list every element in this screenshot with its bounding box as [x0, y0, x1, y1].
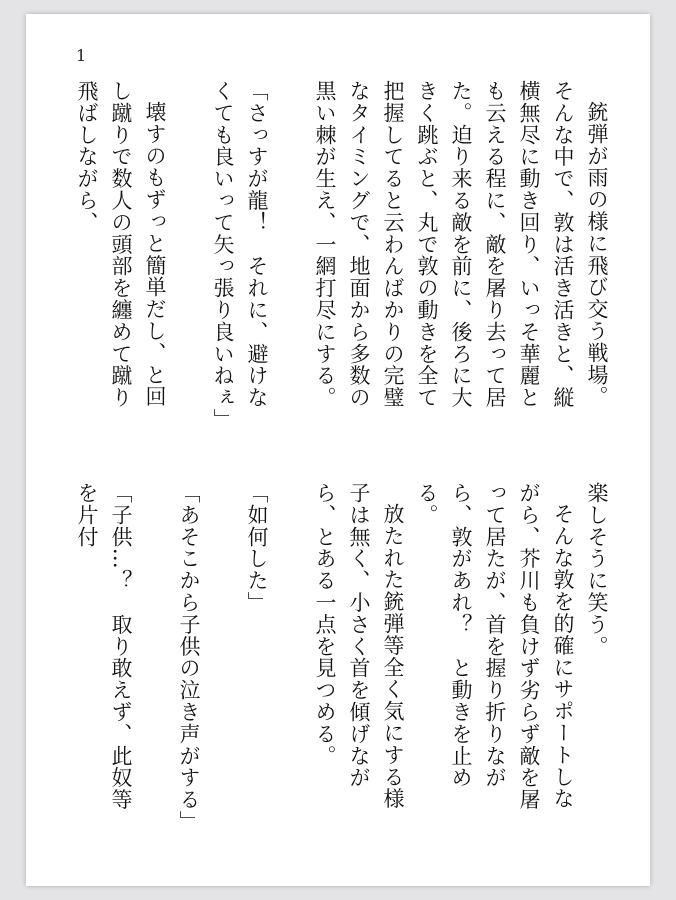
paragraph-bullets: 放たれた銃弾等全く気にする様子は無く、小さく首を傾げながら、とある一点を見つめる。	[313, 482, 405, 810]
paragraph-dialogue-atsushi: 「さっすが龍！ それに、避けなくても良いって矢っ張り良いねぇ」	[211, 80, 269, 431]
book-page	[26, 14, 650, 886]
page-number: 1	[76, 46, 87, 65]
paragraph-battlefield: 銃弾が雨の様に飛び交う戦場。そんな中で、敦は活き活きと、縦横無尽に動き回り、いっそ華麗とも云える程に、敵を屠り去って居た。迫り来る敵を前に、後ろに大きく跳ぶと、丸で敦の動きを全て把握してると云わんばかりの完璧なタイミングで、地面から多数の黒い棘が生え、一網打尽にする。	[313, 80, 609, 409]
paragraph-laugh: 楽しそうに笑う。	[585, 482, 609, 658]
paragraph-dialogue-child: 「子供…？ 取り敢えず、此奴等を片付	[75, 482, 133, 811]
paragraph-dialogue-child-cry: 「あそこから子供の泣き声がする」	[177, 482, 201, 833]
paragraph-kick: 壊すのもずっと簡単だし、と回し蹴りで数人の頭部を纏めて蹴り飛ばしながら、	[75, 80, 167, 409]
text-block-bottom	[75, 482, 614, 833]
paragraph-dialogue-what: 「如何した」	[245, 482, 269, 614]
paragraph-akutagawa: そんな敦を的確にサポートしながら、芥川も負けず劣らず敵を屠って居たが、首を握り折りながら、敦があれ？ と動きを止める。	[415, 482, 575, 811]
text-block-top	[75, 80, 614, 431]
